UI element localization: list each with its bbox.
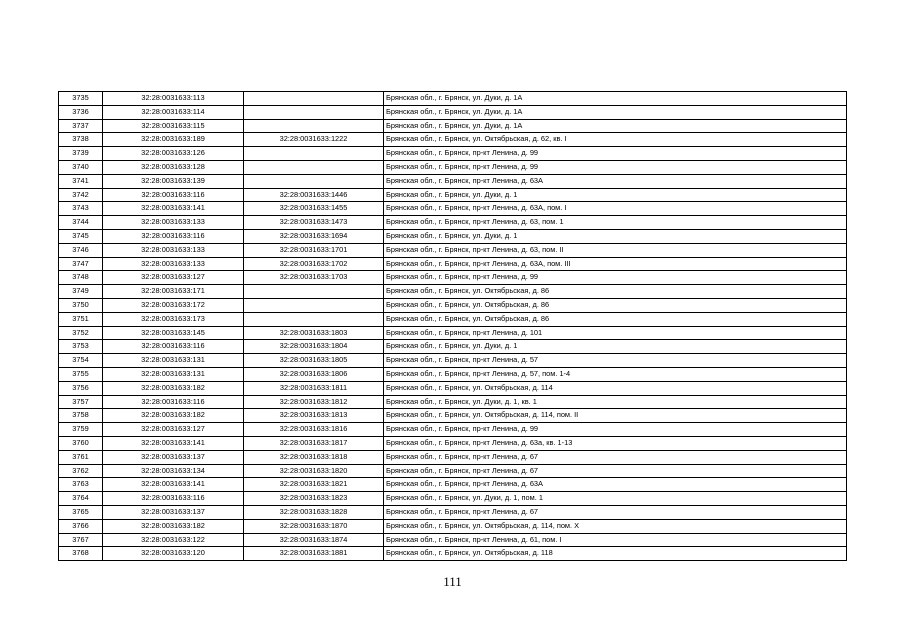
object-number-cell: 32:28:0031633:1803 xyxy=(244,326,384,340)
parcel-number-cell: 32:28:0031633:113 xyxy=(103,92,244,106)
parcel-table-body xyxy=(59,92,847,561)
object-number-cell: 32:28:0031633:1823 xyxy=(244,492,384,506)
table-row xyxy=(59,160,847,174)
address-cell: Брянская обл., г. Брянск, пр-кт Ленина, д. 63А, пом. I xyxy=(384,202,847,216)
address-cell: Брянская обл., г. Брянск, пр-кт Ленина, д. 99 xyxy=(384,147,847,161)
row-number-cell: 3747 xyxy=(59,257,103,271)
object-number-cell: 32:28:0031633:1881 xyxy=(244,547,384,561)
address-cell: Брянская обл., г. Брянск, ул. Дуки, д. 1А xyxy=(384,105,847,119)
object-number-cell: 32:28:0031633:1820 xyxy=(244,464,384,478)
object-number-cell: 32:28:0031633:1222 xyxy=(244,133,384,147)
address-cell: Брянская обл., г. Брянск, пр-кт Ленина, д. 63А, пом. III xyxy=(384,257,847,271)
parcel-number-cell: 32:28:0031633:116 xyxy=(103,229,244,243)
address-cell: Брянская обл., г. Брянск, ул. Октябрьская, д. 62, кв. I xyxy=(384,133,847,147)
row-number-cell: 3752 xyxy=(59,326,103,340)
object-number-cell: 32:28:0031633:1811 xyxy=(244,381,384,395)
object-number-cell: 32:28:0031633:1694 xyxy=(244,229,384,243)
row-number-cell: 3762 xyxy=(59,464,103,478)
address-cell: Брянская обл., г. Брянск, ул. Дуки, д. 1А xyxy=(384,119,847,133)
object-number-cell xyxy=(244,174,384,188)
parcel-number-cell: 32:28:0031633:182 xyxy=(103,409,244,423)
parcel-number-cell: 32:28:0031633:141 xyxy=(103,202,244,216)
object-number-cell: 32:28:0031633:1874 xyxy=(244,533,384,547)
row-number-cell: 3743 xyxy=(59,202,103,216)
parcel-table xyxy=(58,91,847,561)
parcel-number-cell: 32:28:0031633:133 xyxy=(103,216,244,230)
address-cell: Брянская обл., г. Брянск, ул. Октябрьская, д. 114 xyxy=(384,381,847,395)
row-number-cell: 3757 xyxy=(59,395,103,409)
table-row xyxy=(59,478,847,492)
address-cell: Брянская обл., г. Брянск, пр-кт Ленина, д. 99 xyxy=(384,160,847,174)
parcel-number-cell: 32:28:0031633:126 xyxy=(103,147,244,161)
object-number-cell: 32:28:0031633:1818 xyxy=(244,450,384,464)
parcel-number-cell: 32:28:0031633:173 xyxy=(103,312,244,326)
table-row xyxy=(59,381,847,395)
parcel-number-cell: 32:28:0031633:131 xyxy=(103,367,244,381)
address-cell: Брянская обл., г. Брянск, ул. Октябрьская, д. 114, пом. X xyxy=(384,519,847,533)
table-row xyxy=(59,326,847,340)
object-number-cell xyxy=(244,298,384,312)
parcel-number-cell: 32:28:0031633:127 xyxy=(103,423,244,437)
object-number-cell xyxy=(244,312,384,326)
address-cell: Брянская обл., г. Брянск, пр-кт Ленина, д. 63, пом. 1 xyxy=(384,216,847,230)
object-number-cell: 32:28:0031633:1821 xyxy=(244,478,384,492)
table-row xyxy=(59,367,847,381)
parcel-number-cell: 32:28:0031633:114 xyxy=(103,105,244,119)
address-cell: Брянская обл., г. Брянск, ул. Октябрьская, д. 86 xyxy=(384,298,847,312)
table-row xyxy=(59,395,847,409)
table-row xyxy=(59,257,847,271)
object-number-cell: 32:28:0031633:1701 xyxy=(244,243,384,257)
address-cell: Брянская обл., г. Брянск, ул. Дуки, д. 1 xyxy=(384,188,847,202)
table-row xyxy=(59,354,847,368)
object-number-cell: 32:28:0031633:1817 xyxy=(244,436,384,450)
parcel-number-cell: 32:28:0031633:134 xyxy=(103,464,244,478)
row-number-cell: 3758 xyxy=(59,409,103,423)
object-number-cell: 32:28:0031633:1805 xyxy=(244,354,384,368)
parcel-number-cell: 32:28:0031633:137 xyxy=(103,450,244,464)
parcel-number-cell: 32:28:0031633:131 xyxy=(103,354,244,368)
parcel-number-cell: 32:28:0031633:139 xyxy=(103,174,244,188)
table-row xyxy=(59,547,847,561)
parcel-number-cell: 32:28:0031633:116 xyxy=(103,340,244,354)
row-number-cell: 3739 xyxy=(59,147,103,161)
object-number-cell xyxy=(244,147,384,161)
object-number-cell xyxy=(244,92,384,106)
address-cell: Брянская обл., г. Брянск, пр-кт Ленина, д. 67 xyxy=(384,464,847,478)
table-row xyxy=(59,229,847,243)
address-cell: Брянская обл., г. Брянск, ул. Дуки, д. 1 xyxy=(384,340,847,354)
row-number-cell: 3750 xyxy=(59,298,103,312)
row-number-cell: 3754 xyxy=(59,354,103,368)
object-number-cell xyxy=(244,119,384,133)
address-cell: Брянская обл., г. Брянск, ул. Дуки, д. 1, пом. 1 xyxy=(384,492,847,506)
table-row xyxy=(59,533,847,547)
row-number-cell: 3735 xyxy=(59,92,103,106)
table-row xyxy=(59,243,847,257)
table-row xyxy=(59,216,847,230)
table-row xyxy=(59,450,847,464)
object-number-cell: 32:28:0031633:1828 xyxy=(244,505,384,519)
address-cell: Брянская обл., г. Брянск, пр-кт Ленина, д. 61, пом. I xyxy=(384,533,847,547)
table-row xyxy=(59,119,847,133)
object-number-cell: 32:28:0031633:1703 xyxy=(244,271,384,285)
address-cell: Брянская обл., г. Брянск, ул. Дуки, д. 1 xyxy=(384,229,847,243)
object-number-cell: 32:28:0031633:1455 xyxy=(244,202,384,216)
object-number-cell xyxy=(244,105,384,119)
address-cell: Брянская обл., г. Брянск, пр-кт Ленина, д. 63А xyxy=(384,174,847,188)
address-cell: Брянская обл., г. Брянск, ул. Октябрьская, д. 114, пом. II xyxy=(384,409,847,423)
table-row xyxy=(59,340,847,354)
parcel-number-cell: 32:28:0031633:141 xyxy=(103,436,244,450)
parcel-number-cell: 32:28:0031633:128 xyxy=(103,160,244,174)
address-cell: Брянская обл., г. Брянск, ул. Октябрьская, д. 86 xyxy=(384,312,847,326)
address-cell: Брянская обл., г. Брянск, ул. Дуки, д. 1А xyxy=(384,92,847,106)
row-number-cell: 3737 xyxy=(59,119,103,133)
row-number-cell: 3748 xyxy=(59,271,103,285)
row-number-cell: 3738 xyxy=(59,133,103,147)
parcel-number-cell: 32:28:0031633:116 xyxy=(103,395,244,409)
address-cell: Брянская обл., г. Брянск, пр-кт Ленина, д. 67 xyxy=(384,505,847,519)
table-row xyxy=(59,409,847,423)
address-cell: Брянская обл., г. Брянск, пр-кт Ленина, д. 57, пом. 1-4 xyxy=(384,367,847,381)
table-row xyxy=(59,423,847,437)
row-number-cell: 3768 xyxy=(59,547,103,561)
object-number-cell xyxy=(244,285,384,299)
parcel-number-cell: 32:28:0031633:171 xyxy=(103,285,244,299)
address-cell: Брянская обл., г. Брянск, пр-кт Ленина, д. 63А xyxy=(384,478,847,492)
object-number-cell: 32:28:0031633:1473 xyxy=(244,216,384,230)
object-number-cell: 32:28:0031633:1816 xyxy=(244,423,384,437)
table-row xyxy=(59,105,847,119)
address-cell: Брянская обл., г. Брянск, ул. Октябрьская, д. 118 xyxy=(384,547,847,561)
row-number-cell: 3746 xyxy=(59,243,103,257)
table-row xyxy=(59,202,847,216)
address-cell: Брянская обл., г. Брянск, пр-кт Ленина, д. 67 xyxy=(384,450,847,464)
table-row xyxy=(59,174,847,188)
table-row xyxy=(59,464,847,478)
parcel-number-cell: 32:28:0031633:145 xyxy=(103,326,244,340)
object-number-cell xyxy=(244,160,384,174)
object-number-cell: 32:28:0031633:1813 xyxy=(244,409,384,423)
page-number: 111 xyxy=(443,574,462,589)
row-number-cell: 3755 xyxy=(59,367,103,381)
table-row xyxy=(59,505,847,519)
parcel-number-cell: 32:28:0031633:172 xyxy=(103,298,244,312)
row-number-cell: 3742 xyxy=(59,188,103,202)
object-number-cell: 32:28:0031633:1812 xyxy=(244,395,384,409)
object-number-cell: 32:28:0031633:1446 xyxy=(244,188,384,202)
row-number-cell: 3764 xyxy=(59,492,103,506)
row-number-cell: 3767 xyxy=(59,533,103,547)
parcel-number-cell: 32:28:0031633:115 xyxy=(103,119,244,133)
row-number-cell: 3766 xyxy=(59,519,103,533)
parcel-number-cell: 32:28:0031633:133 xyxy=(103,243,244,257)
address-cell: Брянская обл., г. Брянск, ул. Дуки, д. 1, кв. 1 xyxy=(384,395,847,409)
table-row xyxy=(59,271,847,285)
table-row xyxy=(59,519,847,533)
parcel-number-cell: 32:28:0031633:116 xyxy=(103,188,244,202)
object-number-cell: 32:28:0031633:1806 xyxy=(244,367,384,381)
object-number-cell: 32:28:0031633:1804 xyxy=(244,340,384,354)
address-cell: Брянская обл., г. Брянск, пр-кт Ленина, д. 63а, кв. 1-13 xyxy=(384,436,847,450)
address-cell: Брянская обл., г. Брянск, ул. Октябрьская, д. 86 xyxy=(384,285,847,299)
parcel-number-cell: 32:28:0031633:122 xyxy=(103,533,244,547)
address-cell: Брянская обл., г. Брянск, пр-кт Ленина, д. 99 xyxy=(384,423,847,437)
row-number-cell: 3763 xyxy=(59,478,103,492)
table-row xyxy=(59,285,847,299)
table-row xyxy=(59,188,847,202)
row-number-cell: 3745 xyxy=(59,229,103,243)
row-number-cell: 3756 xyxy=(59,381,103,395)
address-cell: Брянская обл., г. Брянск, пр-кт Ленина, д. 99 xyxy=(384,271,847,285)
parcel-number-cell: 32:28:0031633:182 xyxy=(103,381,244,395)
parcel-number-cell: 32:28:0031633:141 xyxy=(103,478,244,492)
parcel-number-cell: 32:28:0031633:116 xyxy=(103,492,244,506)
row-number-cell: 3765 xyxy=(59,505,103,519)
object-number-cell: 32:28:0031633:1702 xyxy=(244,257,384,271)
parcel-number-cell: 32:28:0031633:137 xyxy=(103,505,244,519)
object-number-cell: 32:28:0031633:1870 xyxy=(244,519,384,533)
address-cell: Брянская обл., г. Брянск, пр-кт Ленина, д. 101 xyxy=(384,326,847,340)
row-number-cell: 3761 xyxy=(59,450,103,464)
table-row xyxy=(59,492,847,506)
table-row xyxy=(59,133,847,147)
parcel-number-cell: 32:28:0031633:189 xyxy=(103,133,244,147)
table-row xyxy=(59,298,847,312)
parcel-number-cell: 32:28:0031633:182 xyxy=(103,519,244,533)
row-number-cell: 3741 xyxy=(59,174,103,188)
row-number-cell: 3740 xyxy=(59,160,103,174)
row-number-cell: 3760 xyxy=(59,436,103,450)
parcel-number-cell: 32:28:0031633:127 xyxy=(103,271,244,285)
row-number-cell: 3759 xyxy=(59,423,103,437)
address-cell: Брянская обл., г. Брянск, пр-кт Ленина, д. 57 xyxy=(384,354,847,368)
parcel-number-cell: 32:28:0031633:133 xyxy=(103,257,244,271)
address-cell: Брянская обл., г. Брянск, пр-кт Ленина, д. 63, пом. II xyxy=(384,243,847,257)
table-row xyxy=(59,147,847,161)
parcel-number-cell: 32:28:0031633:120 xyxy=(103,547,244,561)
table-row xyxy=(59,312,847,326)
row-number-cell: 3753 xyxy=(59,340,103,354)
row-number-cell: 3749 xyxy=(59,285,103,299)
table-row xyxy=(59,92,847,106)
row-number-cell: 3744 xyxy=(59,216,103,230)
table-row xyxy=(59,436,847,450)
row-number-cell: 3736 xyxy=(59,105,103,119)
row-number-cell: 3751 xyxy=(59,312,103,326)
